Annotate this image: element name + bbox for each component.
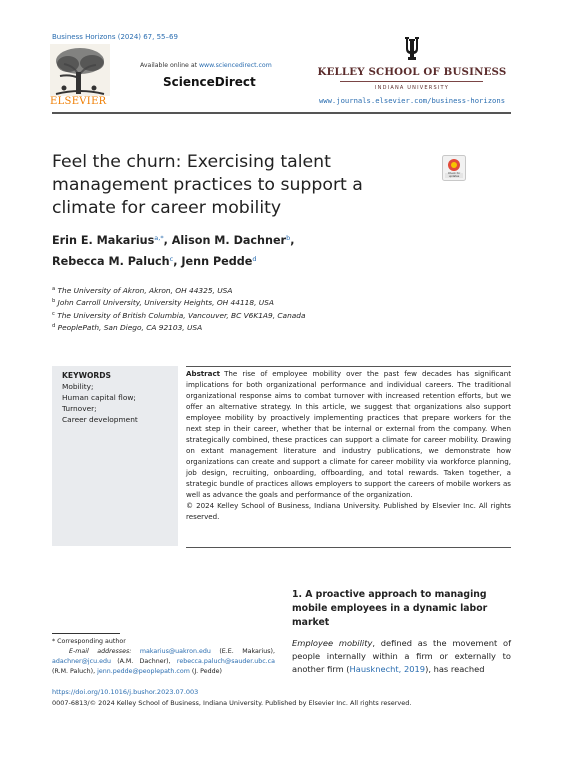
author-affiliation-ref[interactable]: c	[169, 255, 174, 263]
author-list: Erin E. Makarius$^{a,*}$, Alison M. Dachner$^b$, Rebecca M. Paluch$^c$, Jenn Pedde$^d$	[52, 234, 295, 268]
header-rule	[340, 81, 483, 82]
email-link[interactable]: adachner@jcu.edu	[52, 658, 111, 665]
check-for-updates-button[interactable]	[442, 155, 466, 181]
abstract	[186, 368, 511, 522]
keyword-item[interactable]: Turnover;	[62, 404, 97, 413]
author-affiliation-ref[interactable]: b	[286, 234, 291, 242]
section-body: Employee mobility, defined as the movement of people internally within a firm or externally to another firm (Hausknecht, 2019), has reached	[292, 638, 511, 674]
keyword-item[interactable]: Human capital flow;	[62, 393, 136, 402]
section-heading: 1. A proactive approach to managing mobile employees in a dynamic labor market	[292, 589, 488, 628]
affiliation-item: $^d$ PeoplePath, San Diego, CA 92103, USA	[52, 322, 203, 332]
keywords-list	[62, 381, 174, 425]
footnote-rule	[52, 633, 120, 634]
author-name: Alison M. Dachner	[171, 234, 287, 247]
author-name: Rebecca M. Paluch	[52, 255, 170, 268]
corresponding-author-note: * Corresponding author	[52, 638, 126, 645]
sciencedirect-wordmark: ScienceDirect	[163, 75, 256, 89]
author-name: Jenn Pedde	[181, 255, 253, 268]
abstract-text: The rise of employee mobility over the past few decades has significant implications for both organizational performance and individual careers. The traditional organizational response aims to combat turnover with increased retention efforts, but we offer an alternative strategy. In this article, we suggest that organizations also support employee mobility by proactively implementing practices that prepare workers for the next step in their career, whether that be internal or external from the company. When strategically combined, these practices can support a climate for career mobility. Drawing on extant management literature and industry publications, we demonstrate how organizations can create and support a climate for career mobility via workforce planning, job design, recruiting, onboarding, offboarding, and total rewards. Taken together, a strategic bundle of practices allows employers to support the careers of mobile workers as well as advance the goals and performance of the organization.	[186, 369, 511, 499]
author-affiliation-ref[interactable]: d	[252, 255, 257, 263]
author-name: Erin E. Makarius	[52, 234, 155, 247]
email-link[interactable]: jenn.pedde@peoplepath.com	[97, 668, 190, 675]
keyword-item[interactable]: Mobility;	[62, 382, 94, 391]
keywords-heading: KEYWORDS	[62, 371, 112, 380]
sciencedirect-link[interactable]: www.sciencedirect.com	[199, 62, 272, 69]
citation-link[interactable]: Hausknecht, 2019	[349, 664, 426, 674]
abstract-bottom-rule	[186, 547, 511, 548]
header-divider	[52, 112, 511, 114]
iu-trident-icon	[400, 35, 424, 61]
check-updates-label: Check for updates	[447, 172, 461, 178]
kelley-school-name: KELLEY SCHOOL OF BUSINESS	[317, 66, 507, 78]
abstract-top-rule	[186, 366, 511, 367]
email-link[interactable]: makarius@uakron.edu	[139, 648, 211, 655]
university-name: INDIANA UNIVERSITY	[375, 85, 449, 91]
email-label: E-mail addresses:	[68, 648, 132, 655]
term-emphasis: Employee mobility	[292, 638, 373, 648]
article-title: Feel the churn: Exercising talent management practices to support a climate for career mobility	[52, 152, 363, 218]
email-link[interactable]: rebecca.paluch@sauder.ubc.ca	[176, 658, 275, 665]
affiliation-item: $^b$ John Carroll University, University Heights, OH 44118, USA	[52, 298, 274, 308]
journal-reference: Business Horizons (2024) 67, 55–69	[52, 33, 178, 41]
abstract-label: Abstract	[186, 369, 221, 378]
footer-copyright: 0007-6813/© 2024 Kelley School of Business, Indiana University. Published by Elsevier Inc. All rights reserved.	[52, 699, 412, 707]
abstract-copyright: © 2024 Kelley School of Business, Indiana University. Published by Elsevier Inc. All rights reserved.	[186, 501, 511, 521]
affiliation-list	[52, 284, 492, 333]
elsevier-tree-icon	[50, 44, 110, 96]
elsevier-wordmark: ELSEVIER	[50, 96, 107, 107]
affiliation-item: $^c$ The University of British Columbia, Vancouver, BC V6K1A9, Canada	[52, 310, 306, 320]
available-online: Available online at www.sciencedirect.com	[140, 62, 272, 69]
journal-url-link[interactable]: www.journals.elsevier.com/business-horizons	[318, 96, 506, 105]
affiliation-item: $^a$ The University of Akron, Akron, OH 44325, USA	[52, 286, 233, 295]
footnote: * Corresponding author E-mail addresses: makarius@uakron.edu (E.E. Makarius), adachner@jcu.edu (A.M. Dachner), rebecca.paluch@sauder.ubc.ca (R.M. Paluch), jenn.pedde@peoplepath.com (J. Pedde)	[52, 638, 275, 675]
doi-link[interactable]: https://doi.org/10.1016/j.bushor.2023.07.003	[52, 688, 199, 696]
keyword-item[interactable]: Career development	[62, 415, 138, 424]
author-affiliation-ref[interactable]: a,*	[154, 234, 164, 242]
